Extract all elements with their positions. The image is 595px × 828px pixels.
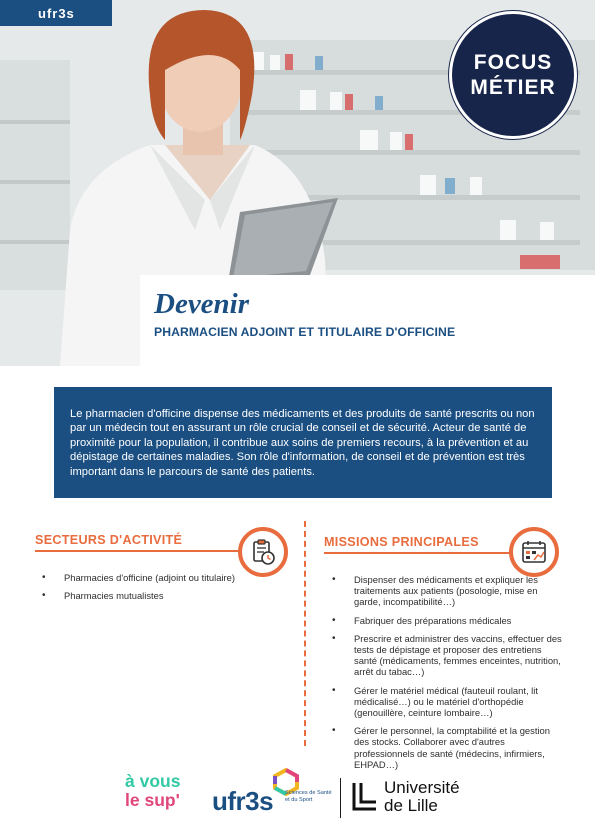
secteurs-list: [40, 572, 280, 608]
job-title: PHARMACIEN ADJOINT ET TITULAIRE D'OFFICINE: [154, 325, 456, 339]
list-item: • Prescrire et administrer des vaccins, effectuer des tests de dépistage et proposer des entretiens santé (médicaments, femmes enceintes, nutrition, arrêt du tabac…): [330, 633, 562, 678]
universite-lille-mark-icon: [351, 781, 379, 813]
list-item: • Gérer le matériel médical (fauteuil roulant, lit médicalisé…) ou le matériel d'orthopédie (genouillère, ceinture lombaire…): [330, 685, 562, 719]
ufr3s-subtitle: Sciences de Santé et du Sport: [285, 790, 332, 803]
list-item: • Gérer le personnel, la comptabilité et la gestion des stocks. Collaborer avec d'autres professionnels de santé (médecins, infirmiers, EHPAD…): [330, 725, 562, 770]
list-item: • Pharmacies d'officine (adjoint ou titulaire): [40, 572, 280, 583]
intro-box: Le pharmacien d'officine dispense des médicaments et des produits de santé prescrits ou non par un médecin tout en assurant un rôle crucial de conseil et de sécurité. Acteur de santé de proximité pour la population, il contribue aux soins de premiers recours, à la prévention et au dépistage de certaines maladies. Son rôle d'information, de conseil et de prévention est très important dans le parcours de santé des patients.: [54, 387, 552, 498]
ufr3s-logo: ufr3s: [212, 786, 274, 816]
list-item: • Fabriquer des préparations médicales: [330, 615, 562, 626]
univ-line1: Université: [384, 778, 460, 797]
avls-line2: le sup': [125, 790, 180, 810]
missions-heading: MISSIONS PRINCIPALES: [324, 535, 479, 549]
calendar-chart-icon: [509, 527, 559, 577]
secteurs-heading: SECTEURS D'ACTIVITÉ: [35, 533, 183, 547]
badge-line2: MÉTIER: [470, 76, 556, 99]
missions-rule: [324, 552, 514, 554]
list-item: • Dispenser des médicaments et expliquer les traitements aux patients (posologie, mise en garde, incompatibilité…): [330, 574, 562, 608]
hero-image: [0, 0, 595, 366]
missions-list: [330, 574, 562, 777]
title-card: [140, 275, 595, 366]
clipboard-clock-icon: [238, 527, 288, 577]
ufr3s-tag: ufr3s: [0, 0, 112, 26]
a-vous-le-sup-logo: [125, 772, 180, 810]
avls-line1: à vous: [125, 771, 181, 791]
list-item: • Pharmacies mutualistes: [40, 590, 280, 601]
univ-line2: de Lille: [384, 796, 438, 815]
focus-metier-badge: [452, 14, 574, 136]
badge-line1: FOCUS: [473, 51, 553, 74]
universite-lille-logo: [384, 779, 460, 815]
secteurs-rule: [35, 550, 243, 552]
title-kicker: Devenir: [154, 288, 250, 320]
footer-separator: [340, 778, 341, 818]
column-divider: [304, 521, 306, 746]
footer-logos: [0, 760, 595, 828]
